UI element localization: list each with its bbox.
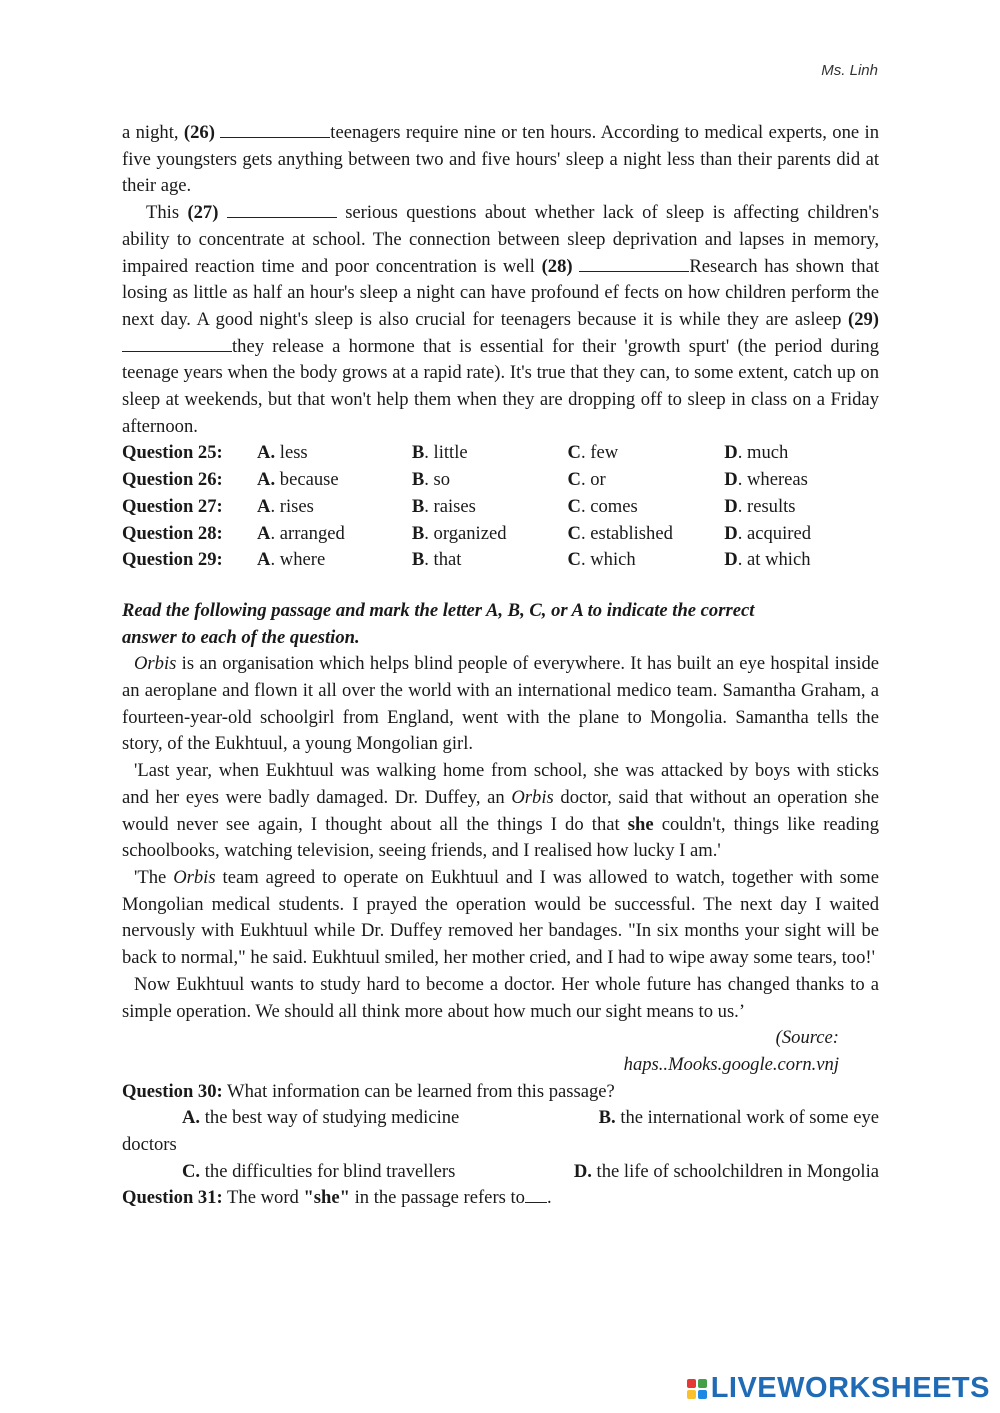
source-line2: haps..Mooks.google.corn.vnj (623, 1053, 839, 1075)
option-c[interactable] (568, 494, 725, 521)
q30-b-continuation: doctors (122, 1134, 177, 1156)
option-c[interactable] (568, 467, 725, 494)
option-letter: A (257, 522, 271, 544)
passage2-paragraph1 (122, 651, 879, 758)
passage2-paragraph2 (122, 758, 879, 865)
q30-d-letter: D. (573, 1160, 592, 1182)
option-a[interactable] (257, 521, 412, 548)
orbis-name: Orbis (134, 653, 177, 675)
option-text: . that (424, 549, 462, 571)
option-letter: C (567, 522, 581, 544)
option-c[interactable] (568, 521, 725, 548)
q31-post: in the passage refers to (349, 1187, 525, 1209)
p1-pre: a night, (122, 122, 184, 143)
option-text: . or (580, 469, 606, 491)
blank-29[interactable] (122, 335, 232, 352)
option-text: . comes (580, 495, 638, 517)
p2p2-b: doctor, said that without an operation she would never see again, I thought about all the things I do that (122, 786, 879, 835)
option-text: . organized (424, 522, 507, 544)
logo-squares-icon (687, 1379, 707, 1399)
option-letter: A (257, 495, 271, 517)
q30-b-text: the international work of some eye (615, 1107, 879, 1129)
p2p1-rest: is an organisation which helps blind people of everywhere. It has built an eye hospital inside an aeroplane and flown it all over the world with an international medico team. Samantha Graham, a fourteen-year-old schoolgirl from England, went with the plane to Mongolia. Samantha tells the story, of the Eukhtuul, a young Mongolian girl. (122, 653, 879, 755)
option-letter: A. (257, 442, 276, 464)
option-text: . at which (737, 549, 811, 571)
p2-s2: serious questions about whether lack of sleep is affecting children's ability to concentrate at school. The connection between sleep deprivation and lapses in memory, impaired reaction time and poor concentration is well (122, 202, 879, 277)
q31-label: Question 31: (122, 1187, 223, 1209)
q30-option-d[interactable] (574, 1159, 879, 1186)
option-b[interactable] (412, 494, 568, 521)
option-letter: B (411, 549, 425, 571)
q31-pre: The word (222, 1187, 304, 1209)
p2p3-a: 'The (134, 866, 174, 888)
orbis-name: Orbis (511, 786, 554, 808)
blank-28[interactable] (579, 255, 689, 272)
option-letter: C (567, 495, 581, 517)
option-letter: D (724, 549, 738, 571)
logo-text: LIVEWORKSHEETS (710, 1372, 990, 1404)
option-d[interactable] (724, 547, 879, 574)
option-a[interactable] (257, 440, 412, 467)
option-text: . whereas (737, 469, 808, 491)
passage1-paragraph1 (122, 120, 879, 200)
option-letter: D (724, 469, 738, 491)
blank-number-27: (27) (187, 202, 219, 224)
question-label: Question 29: (122, 549, 223, 571)
q30-option-c[interactable] (182, 1159, 455, 1186)
option-letter: A. (257, 469, 276, 491)
option-letter: D (724, 522, 738, 544)
passage1-paragraph2 (122, 200, 879, 440)
option-b[interactable] (412, 547, 568, 574)
option-letter: B (411, 495, 425, 517)
q30-d-text: the life of schoolchildren in Mongolia (591, 1160, 879, 1182)
option-letter: C (567, 469, 581, 491)
option-b[interactable] (412, 440, 568, 467)
she-word: she (627, 813, 654, 835)
logo-square (687, 1390, 696, 1399)
options-table-25-29 (122, 440, 879, 574)
instruction-line2: answer to each of the question. (122, 626, 360, 648)
q30-c-text: the difficulties for blind travellers (200, 1160, 456, 1182)
option-letter: C (567, 442, 581, 464)
option-text: less (275, 442, 308, 464)
option-c[interactable] (568, 547, 725, 574)
option-text: . much (737, 442, 789, 464)
blank-number-29: (29) (848, 308, 879, 330)
option-text: . so (424, 469, 451, 491)
orbis-name: Orbis (173, 866, 216, 888)
question-label: Question 25: (122, 442, 223, 464)
q30-a-letter: A. (182, 1107, 201, 1129)
blank-number-26: (26) (183, 122, 215, 143)
option-text: . results (737, 495, 796, 517)
p1-post: teenagers require nine or ten hours. According to medical experts, one in five youngsters gets anything between two and five hours' sleep a night less than their parents did at their age. (122, 122, 879, 197)
option-a[interactable] (257, 494, 412, 521)
passage2-paragraph3 (122, 865, 879, 972)
option-letter: B (411, 442, 425, 464)
q30-option-a[interactable] (182, 1105, 459, 1132)
option-d[interactable] (724, 494, 879, 521)
q30-b-letter: B. (598, 1107, 616, 1129)
question-label: Question 27: (122, 495, 223, 517)
p2p2-c: couldn't, things like reading schoolbooks, watching television, seeing friends, and I realised how lucky I am.' (122, 813, 879, 862)
q30-options-row2 (122, 1159, 879, 1186)
logo-square (687, 1379, 696, 1388)
q31-word: "she" (303, 1187, 350, 1209)
p2p2-a: 'Last year, when Eukhtuul was walking home from school, she was attacked by boys with sticks and her eyes were badly damaged. Dr. Duffey, an (122, 760, 879, 808)
option-text: . little (424, 442, 468, 464)
blank-26[interactable] (220, 121, 330, 138)
option-b[interactable] (412, 467, 568, 494)
question-row (122, 467, 879, 494)
question-row (122, 440, 879, 467)
option-letter: C (567, 549, 581, 571)
q30-a-text: the best way of studying medicine (200, 1107, 460, 1129)
q30-option-b[interactable] (599, 1105, 879, 1132)
question-row (122, 521, 879, 548)
option-letter: A (257, 549, 271, 571)
source-line1: (Source: (775, 1027, 839, 1049)
option-a[interactable] (257, 467, 412, 494)
blank-number-28: (28) (541, 255, 573, 277)
question-row (122, 547, 879, 574)
p2-s1: This (146, 202, 188, 224)
option-text: because (275, 469, 339, 491)
blank-27[interactable] (227, 201, 337, 218)
q30-text: What information can be learned from this passage? (222, 1080, 615, 1102)
option-d[interactable] (724, 467, 879, 494)
liveworksheets-logo (687, 1372, 990, 1405)
option-text: . established (580, 522, 673, 544)
option-text: . rises (270, 495, 314, 517)
q30-label: Question 30: (122, 1080, 223, 1102)
logo-square (698, 1390, 707, 1399)
option-a[interactable] (257, 547, 412, 574)
instruction-line1: Read the following passage and mark the letter A, B, C, or A to indicate the correct (122, 599, 755, 621)
q30-options-row1 (122, 1105, 879, 1132)
worksheet-content (122, 120, 879, 1212)
p2-s3: Research has shown that losing as little as half an hour's sleep a night can have profound ef fects on how children perform the next day. A good night's sleep is also crucial for teenagers because it is while they are asleep (122, 255, 879, 330)
passage2-paragraph4: Now Eukhtuul wants to study hard to become a doctor. Her whole future has changed thanks to a simple operation. We should all think more about how much our sight means to us.’ (122, 973, 879, 1022)
option-b[interactable] (412, 521, 568, 548)
option-d[interactable] (724, 521, 879, 548)
question-31 (122, 1185, 879, 1212)
blank-31[interactable] (525, 1186, 547, 1203)
option-text: . arranged (270, 522, 345, 544)
option-letter: D (724, 495, 738, 517)
option-text: . acquired (737, 522, 812, 544)
option-text: . where (270, 549, 326, 571)
question-label: Question 26: (122, 469, 223, 491)
logo-square (698, 1379, 707, 1388)
question-label: Question 28: (122, 522, 223, 544)
option-text: . which (580, 549, 636, 571)
question-30 (122, 1079, 879, 1106)
p2-s4: they release a hormone that is essential for their 'growth spurt' (the period during teenage years when the body grows at a rapid rate). It's true that they can, to some extent, catch up on sleep at weekends, but that won't help them when they are dropping off to sleep in class on a Friday afternoon. (122, 335, 879, 437)
option-letter: D (724, 442, 738, 464)
option-c[interactable] (568, 440, 725, 467)
option-d[interactable] (724, 440, 879, 467)
q30-c-letter: C. (182, 1160, 201, 1182)
author-header: Ms. Linh (821, 62, 878, 79)
option-letter: B (411, 522, 425, 544)
option-letter: B (411, 469, 425, 491)
q31-end: . (546, 1187, 552, 1209)
instruction (122, 598, 879, 651)
option-text: . few (580, 442, 619, 464)
option-text: . raises (424, 495, 476, 517)
question-row (122, 494, 879, 521)
p2p3-b: team agreed to operate on Eukhtuul and I was allowed to watch, together with some Mongolian medical students. I prayed the operation would be successful. The next day I waited nervously with Eukhtuul while Dr. Duffey removed her bandages. "In six months your sight will be back to normal," he said. Eukhtuul smiled, her mother cried, and I had to wipe away some tears, too!' (122, 866, 879, 969)
